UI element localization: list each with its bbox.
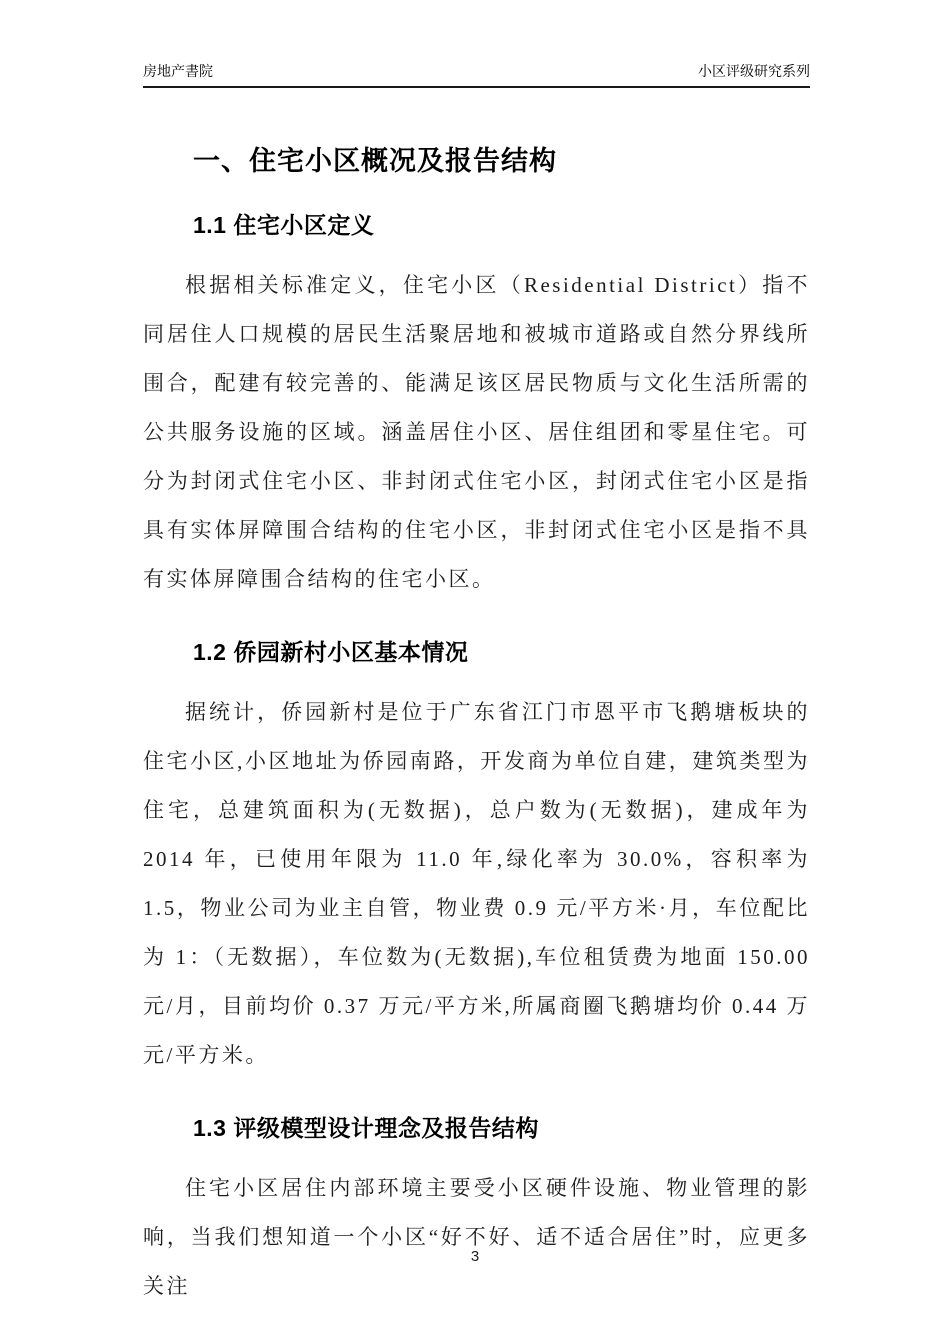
paragraph-community-stats: 据统计，侨园新村是位于广东省江门市恩平市飞鹅塘板块的住宅小区,小区地址为侨园南路，开发商为单位自建，建筑类型为住宅，总建筑面积为(无数据)，总户数为(无数据)，建成年为 2014 年，已使用年限为 11.0 年,绿化率为 30.0%，容积率为 1.5，物业公司为业主自管，物业费 0.9 元/平方米·月，车位配比为 1：（无数据），车位数为(无数据),车位租赁费为地面 150.00 元/月，目前均价 0.37 万元/平方米,所属商圈飞鹅塘均价 0.44 万元/平方米。 [143,700,810,1067]
header-right-text: 小区评级研究系列 [698,63,810,79]
section-heading-1-1: 1.1 住宅小区定义 [193,212,375,238]
page-footer [0,1248,950,1266]
paragraph-rating-model-intro: 住宅小区居住内部环境主要受小区硬件设施、物业管理的影响，当我们想知道一个小区“好不好、适不适合居住”时，应更多关注 [143,1176,810,1298]
section-qiaoyuan-xincun-basics [143,638,810,1080]
page-header [143,62,810,88]
header-left-text: 房地产書院 [143,63,213,79]
section-heading-1-3: 1.3 评级模型设计理念及报告结构 [193,1115,539,1141]
paragraph-definition: 根据相关标准定义，住宅小区（Residential District）指不同居住人口规模的居民生活聚居地和被城市道路或自然分界线所围合，配建有较完善的、能满足该区居民物质与文化生活所需的公共服务设施的区域。涵盖居住小区、居住组团和零星住宅。可分为封闭式住宅小区、非封闭式住宅小区，封闭式住宅小区是指具有实体屏障围合结构的住宅小区，非封闭式住宅小区是指不具有实体屏障围合结构的住宅小区。 [143,273,810,591]
page-number: 3 [470,1248,480,1265]
chapter-title: 一、住宅小区概况及报告结构 [193,146,557,176]
section-rating-model-design [143,1114,810,1311]
section-heading-1-2: 1.2 侨园新村小区基本情况 [193,639,469,665]
section-residential-district-definition [143,211,810,604]
page-content [143,88,810,1311]
